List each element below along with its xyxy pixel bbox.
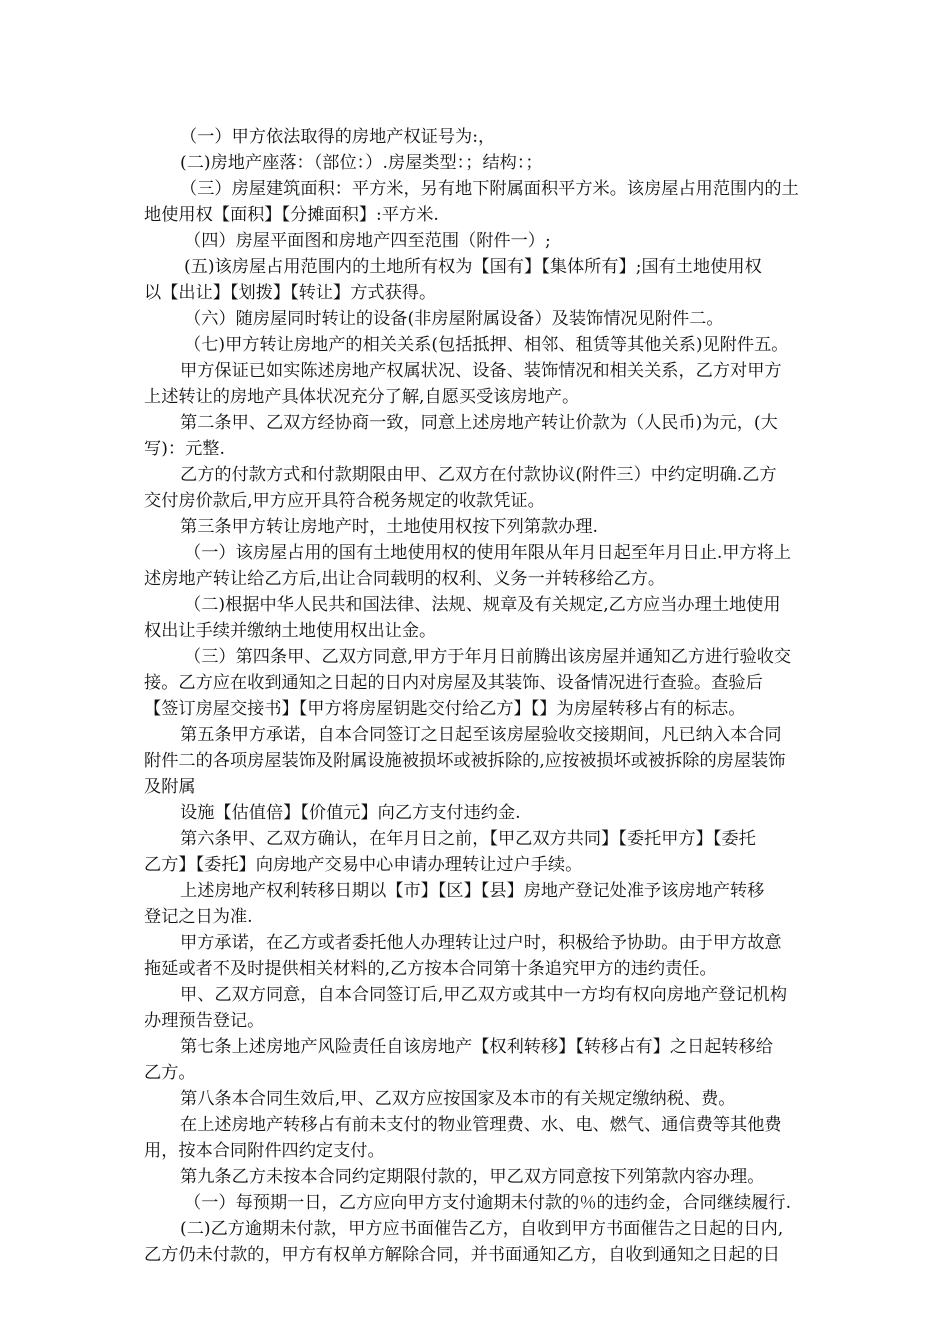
text-line: 乙方】【委托】向房地产交易中心申请办理转让过户手续。: [144, 855, 583, 875]
text-line: 甲方承诺，在乙方或者委托他人办理转让过户时，积极给予协助。由于甲方故意: [180, 933, 782, 953]
text-line: （三）第四条甲、乙双方同意,甲方于年月日前腾出该房屋并通知乙方进行验收交: [184, 647, 792, 667]
text-line: （七)甲方转让房地产的相关关系(包括抵押、相邻、租赁等其他关系)见附件五。: [184, 335, 789, 355]
text-line: （一）甲方依法取得的房地产权证号为:，: [180, 127, 496, 147]
text-line: 上述转让的房地产具体状况充分了解,自愿买受该房地产。: [144, 387, 580, 407]
text-line: 乙方。: [144, 1063, 196, 1083]
document-body: [144, 124, 814, 1268]
text-line: 在上述房地产转移占有前未支付的物业管理费、水、电、燃气、通信费等其他费: [180, 1115, 782, 1135]
text-line: (二)房地产座落：（部位：）.房屋类型：；结构：；: [180, 153, 543, 173]
text-line: 【签订房屋交接书】【甲方将房屋钥匙交付给乙方】【】为房屋转移占有的标志。: [144, 699, 746, 719]
text-line: （二)根据中华人民共和国法律、法规、规章及有关规定,乙方应当办理土地使用: [184, 595, 781, 615]
text-line: 设施【估值倍】【价值元】向乙方支付违约金.: [180, 803, 521, 823]
text-line: 拖延或者不及时提供相关材料的,乙方按本合同第十条追究甲方的违约责任。: [144, 959, 717, 979]
text-line: 第五条甲方承诺，自本合同签订之日起至该房屋验收交接期间，凡已纳入本合同: [180, 725, 782, 745]
text-line: 第七条上述房地产风险责任自该房地产【权利转移】【转移占有】之日起转移给: [180, 1037, 773, 1057]
text-line: 写)：元整.: [144, 439, 225, 459]
text-line: 登记之日为准.: [144, 907, 253, 927]
text-line: 甲、乙双方同意，自本合同签订后,甲乙双方或其中一方均有权向房地产登记机构: [180, 985, 788, 1005]
text-line: 述房地产转让给乙方后,出让合同载明的权利、义务一并转移给乙方。: [144, 569, 666, 589]
text-line: （一）该房屋占用的国有土地使用权的使用年限从年月日起至年月日止.甲方将上: [184, 543, 792, 563]
text-line: 附件二的各项房屋装饰及附属设施被损坏或被拆除的,应按被损坏或被拆除的房屋装饰: [144, 751, 786, 771]
text-line: 地使用权【面积】【分摊面积】:平方米.: [144, 205, 439, 225]
text-line: （四）房屋平面图和房地产四至范围（附件一）;: [184, 231, 551, 251]
text-line: (五)该房屋占用范围内的土地所有权为【国有】【集体所有】;国有土地使用权: [184, 257, 762, 277]
text-line: 第六条甲、乙双方确认，在年月日之前，【甲乙双方共同】【委托甲方】【委托: [180, 829, 756, 849]
text-line: （一）每预期一日，乙方应向甲方支付逾期未付款的％的违约金，合同继续履行.: [184, 1193, 792, 1213]
text-line: 权出让手续并缴纳土地使用权出让金。: [144, 621, 437, 641]
text-line: （三）房屋建筑面积：平方米，另有地下附属面积平方米。该房屋占用范围内的土: [180, 179, 799, 199]
text-line: （六）随房屋同时转让的设备(非房屋附属设备）及装饰情况见附件二。: [184, 309, 724, 329]
text-line: 上述房地产权利转移日期以【市】【区】【县】房地产登记处准予该房地产转移: [180, 881, 765, 901]
text-line: 办理预告登记。: [144, 1011, 265, 1031]
text-line: 及附属: [144, 777, 196, 797]
text-line: 乙方仍未付款的，甲方有权单方解除合同，并书面通知乙方，自收到通知之日起的日: [144, 1245, 780, 1265]
text-line: 第八条本合同生效后,甲、乙双方应按国家及本市的有关规定缴纳税、费。: [180, 1089, 736, 1109]
text-line: 甲方保证已如实陈述房地产权属状况、设备、装饰情况和相关关系，乙方对甲方: [180, 361, 782, 381]
text-line: 第二条甲、乙双方经协商一致，同意上述房地产转让价款为（人民币)为元，(大: [180, 413, 778, 433]
text-line: 第九条乙方未按本合同约定期限付款的，甲乙双方同意按下列第款内容办理。: [180, 1167, 765, 1187]
text-line: 以【出让】【划拨】【转让】方式获得。: [144, 283, 437, 303]
text-line: 接。乙方应在收到通知之日起的日内对房屋及其装饰、设备情况进行查验。查验后: [144, 673, 763, 693]
text-line: 第三条甲方转让房地产时，土地使用权按下列第款办理.: [180, 517, 598, 537]
text-line: 乙方的付款方式和付款期限由甲、乙双方在付款协议(附件三）中约定明确.乙方: [180, 465, 777, 485]
text-line: (二)乙方逾期未付款，甲方应书面催告乙方，自收到甲方书面催告之日起的日内,: [180, 1219, 784, 1239]
text-line: 用，按本合同附件四约定支付。: [144, 1141, 385, 1161]
text-line: 交付房价款后,甲方应开具符合税务规定的收款凭证。: [144, 491, 545, 511]
